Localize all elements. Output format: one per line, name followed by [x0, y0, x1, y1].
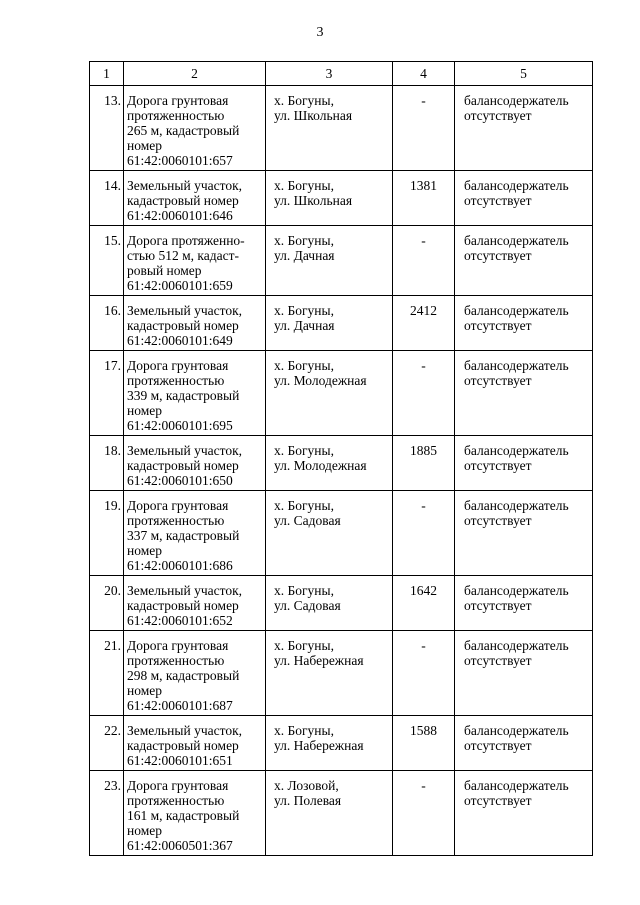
object-name-cell: [124, 171, 266, 226]
object-name-line: 337 м, кадастровый: [127, 528, 240, 543]
object-name-line: Земельный участок,: [127, 178, 243, 193]
table-row: [90, 171, 593, 226]
address-line: ул. Набережная: [274, 653, 364, 668]
balance-holder-line: отсутствует: [464, 738, 532, 753]
balance-holder-cell: [455, 171, 593, 226]
balance-holder-line: отсутствует: [464, 653, 532, 668]
area-cell: 2412: [393, 296, 455, 351]
object-name-cell: [124, 491, 266, 576]
table-row: [90, 771, 593, 856]
address-cell: [266, 171, 393, 226]
object-name-line: Дорога грунтовая: [127, 778, 229, 793]
balance-holder-line: отсутствует: [464, 513, 532, 528]
balance-holder-line: балансодержатель: [464, 638, 569, 653]
area-cell: 1381: [393, 171, 455, 226]
row-number-cell: 13.: [90, 86, 124, 171]
balance-holder-cell: [455, 351, 593, 436]
address-line: х. Лозовой,: [274, 778, 339, 793]
address-cell: [266, 491, 393, 576]
balance-holder-cell: [455, 436, 593, 491]
object-name-line: кадастровый номер: [127, 193, 239, 208]
address-line: ул. Дачная: [274, 318, 335, 333]
object-name-line: протяженностью: [127, 793, 225, 808]
row-number-cell: 15.: [90, 226, 124, 296]
table-row: [90, 576, 593, 631]
row-number-cell: 16.: [90, 296, 124, 351]
object-name-line: кадастровый номер: [127, 738, 239, 753]
object-name-line: Дорога протяженно-: [127, 233, 245, 248]
address-cell: [266, 631, 393, 716]
row-number-cell: 22.: [90, 716, 124, 771]
column-header-1: 1: [90, 62, 124, 86]
balance-holder-cell: [455, 631, 593, 716]
object-name-line: 61:42:0060101:651: [127, 753, 233, 768]
object-name-line: Земельный участок,: [127, 723, 243, 738]
balance-holder-cell: [455, 771, 593, 856]
area-cell: -: [393, 86, 455, 171]
address-line: ул. Молодежная: [274, 458, 367, 473]
object-name-line: Земельный участок,: [127, 443, 243, 458]
object-name-cell: [124, 351, 266, 436]
area-cell: -: [393, 631, 455, 716]
object-name-line: протяженностью: [127, 108, 225, 123]
balance-holder-cell: [455, 226, 593, 296]
object-name-line: номер: [127, 683, 163, 698]
object-name-line: протяженностью: [127, 513, 225, 528]
column-header-5: 5: [455, 62, 593, 86]
object-name-cell: [124, 576, 266, 631]
address-line: ул. Садовая: [274, 598, 341, 613]
object-name-line: 339 м, кадастровый: [127, 388, 240, 403]
object-name-line: 298 м, кадастровый: [127, 668, 240, 683]
object-name-line: протяженностью: [127, 373, 225, 388]
row-number-cell: 20.: [90, 576, 124, 631]
area-cell: -: [393, 491, 455, 576]
object-name-line: 61:42:0060101:646: [127, 208, 233, 223]
object-name-line: протяженностью: [127, 653, 225, 668]
balance-holder-line: балансодержатель: [464, 723, 569, 738]
address-line: ул. Набережная: [274, 738, 364, 753]
balance-holder-line: отсутствует: [464, 598, 532, 613]
balance-holder-line: балансодержатель: [464, 443, 569, 458]
address-line: х. Богуны,: [274, 638, 334, 653]
object-name-cell: [124, 631, 266, 716]
balance-holder-cell: [455, 491, 593, 576]
object-name-cell: [124, 716, 266, 771]
address-line: х. Богуны,: [274, 358, 334, 373]
area-cell: -: [393, 226, 455, 296]
balance-holder-cell: [455, 86, 593, 171]
balance-holder-line: балансодержатель: [464, 178, 569, 193]
address-line: ул. Дачная: [274, 248, 335, 263]
address-line: х. Богуны,: [274, 178, 334, 193]
balance-holder-cell: [455, 296, 593, 351]
balance-holder-cell: [455, 576, 593, 631]
object-name-line: 61:42:0060101:686: [127, 558, 233, 573]
balance-holder-line: отсутствует: [464, 248, 532, 263]
row-number-cell: 18.: [90, 436, 124, 491]
object-name-line: 61:42:0060501:367: [127, 838, 233, 853]
balance-holder-line: балансодержатель: [464, 778, 569, 793]
address-cell: [266, 771, 393, 856]
address-cell: [266, 351, 393, 436]
table-row: [90, 86, 593, 171]
balance-holder-line: отсутствует: [464, 458, 532, 473]
balance-holder-line: отсутствует: [464, 108, 532, 123]
balance-holder-line: балансодержатель: [464, 498, 569, 513]
table-row: [90, 631, 593, 716]
balance-holder-line: балансодержатель: [464, 93, 569, 108]
address-cell: [266, 296, 393, 351]
address-line: х. Богуны,: [274, 303, 334, 318]
object-name-line: 61:42:0060101:649: [127, 333, 233, 348]
balance-holder-line: балансодержатель: [464, 303, 569, 318]
object-name-cell: [124, 226, 266, 296]
row-number-cell: 17.: [90, 351, 124, 436]
object-name-line: номер: [127, 823, 163, 838]
table-body: [90, 86, 593, 856]
address-line: х. Богуны,: [274, 233, 334, 248]
address-line: х. Богуны,: [274, 93, 334, 108]
table-row: [90, 351, 593, 436]
object-name-cell: [124, 771, 266, 856]
object-name-line: 61:42:0060101:650: [127, 473, 233, 488]
object-name-line: Дорога грунтовая: [127, 358, 229, 373]
address-line: х. Богуны,: [274, 723, 334, 738]
address-line: х. Богуны,: [274, 443, 334, 458]
object-name-line: Земельный участок,: [127, 583, 243, 598]
balance-holder-cell: [455, 716, 593, 771]
address-cell: [266, 436, 393, 491]
object-name-cell: [124, 86, 266, 171]
object-name-line: номер: [127, 138, 163, 153]
object-name-line: 161 м, кадастровый: [127, 808, 240, 823]
address-cell: [266, 86, 393, 171]
object-name-line: кадастровый номер: [127, 458, 239, 473]
page-number: 3: [316, 25, 324, 40]
address-cell: [266, 576, 393, 631]
column-header-3: 3: [266, 62, 393, 86]
address-cell: [266, 226, 393, 296]
row-number-cell: 19.: [90, 491, 124, 576]
address-line: ул. Молодежная: [274, 373, 367, 388]
area-cell: -: [393, 351, 455, 436]
column-header-4: 4: [393, 62, 455, 86]
column-header-2: 2: [124, 62, 266, 86]
table-row: [90, 436, 593, 491]
object-name-line: Земельный участок,: [127, 303, 243, 318]
balance-holder-line: отсутствует: [464, 373, 532, 388]
address-cell: [266, 716, 393, 771]
area-cell: 1642: [393, 576, 455, 631]
object-name-line: стью 512 м, кадаст-: [127, 248, 240, 263]
object-name-line: Дорога грунтовая: [127, 93, 229, 108]
object-name-line: Дорога грунтовая: [127, 638, 229, 653]
balance-holder-line: отсутствует: [464, 318, 532, 333]
row-number-cell: 14.: [90, 171, 124, 226]
table-header-row: [90, 62, 593, 86]
address-line: х. Богуны,: [274, 583, 334, 598]
object-name-cell: [124, 296, 266, 351]
address-line: х. Богуны,: [274, 498, 334, 513]
balance-holder-line: балансодержатель: [464, 583, 569, 598]
table-row: [90, 491, 593, 576]
object-name-line: кадастровый номер: [127, 318, 239, 333]
object-name-line: 61:42:0060101:687: [127, 698, 233, 713]
table-row: [90, 226, 593, 296]
area-cell: -: [393, 771, 455, 856]
property-table: [89, 61, 593, 856]
row-number-cell: 21.: [90, 631, 124, 716]
row-number-cell: 23.: [90, 771, 124, 856]
table-row: [90, 296, 593, 351]
area-cell: 1588: [393, 716, 455, 771]
balance-holder-line: отсутствует: [464, 793, 532, 808]
object-name-line: ровый номер: [127, 263, 202, 278]
balance-holder-line: отсутствует: [464, 193, 532, 208]
address-line: ул. Садовая: [274, 513, 341, 528]
object-name-line: номер: [127, 403, 163, 418]
balance-holder-line: балансодержатель: [464, 358, 569, 373]
area-cell: 1885: [393, 436, 455, 491]
object-name-line: Дорога грунтовая: [127, 498, 229, 513]
object-name-line: кадастровый номер: [127, 598, 239, 613]
table-row: [90, 716, 593, 771]
balance-holder-line: балансодержатель: [464, 233, 569, 248]
address-line: ул. Полевая: [274, 793, 342, 808]
object-name-line: 265 м, кадастровый: [127, 123, 240, 138]
address-line: ул. Школьная: [274, 193, 353, 208]
object-name-cell: [124, 436, 266, 491]
object-name-line: 61:42:0060101:657: [127, 153, 233, 168]
object-name-line: 61:42:0060101:659: [127, 278, 233, 293]
object-name-line: 61:42:0060101:695: [127, 418, 233, 433]
object-name-line: номер: [127, 543, 163, 558]
address-line: ул. Школьная: [274, 108, 353, 123]
object-name-line: 61:42:0060101:652: [127, 613, 233, 628]
